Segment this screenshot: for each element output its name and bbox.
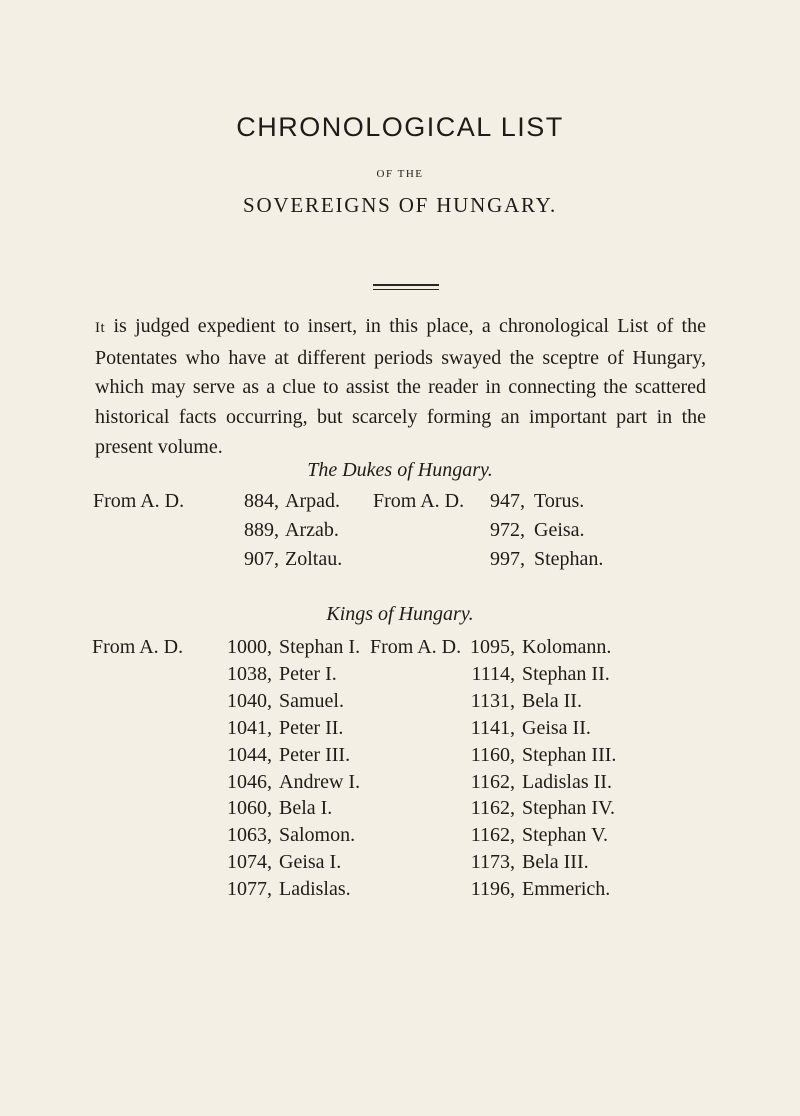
from-label-right: From A. D.: [370, 636, 462, 658]
sovereign-name-left: Peter III.: [279, 743, 351, 766]
title-connector: OF THE: [376, 168, 424, 180]
sovereign-name-right: Ladislas II.: [522, 770, 612, 793]
dukes-row: [0, 490, 800, 518]
kings-heading: Kings of Hungary.: [326, 603, 474, 625]
sovereign-name-right: Stephan IV.: [522, 797, 615, 820]
year-left: 1060,: [227, 797, 272, 820]
year-right: 1114,: [471, 662, 515, 685]
sovereign-name-left: Stephan I.: [279, 636, 361, 658]
year-left: 884,: [244, 490, 279, 512]
intro-text: is judged expedient to insert, in this place, a chronological List of the Potentates who have at different periods swayed the sceptre of Hungary, which may serve as a clue to assist the reader in connecting the scattered historical facts occurring, but scarcely forming an important part in the present volume.: [95, 315, 706, 458]
kings-row: [0, 878, 800, 906]
sovereign-name-left: Samuel.: [279, 689, 344, 712]
kings-row: [0, 744, 800, 772]
year-left: 1000,: [227, 636, 272, 658]
dukes-row: [0, 548, 800, 576]
sovereign-name-left: Arpad.: [285, 490, 340, 512]
from-label-right: From A. D.: [373, 490, 465, 512]
year-left: 907,: [244, 548, 279, 570]
kings-row: [0, 824, 800, 852]
sovereign-name-left: Peter II.: [279, 716, 344, 739]
year-right: 1095,: [470, 636, 515, 658]
year-right: 1141,: [470, 716, 515, 739]
decorative-rule: [373, 284, 439, 290]
kings-row: [0, 797, 800, 825]
sovereign-name-right: Bela II.: [522, 689, 582, 712]
sovereign-name-left: Ladislas.: [279, 878, 351, 901]
year-left: 1046,: [227, 770, 272, 793]
sovereign-name-left: Zoltau.: [285, 548, 343, 570]
year-left: 1041,: [227, 716, 272, 739]
sovereign-name-right: Stephan.: [534, 548, 604, 570]
from-label-left: From A. D.: [92, 636, 184, 658]
sovereign-name-right: Geisa.: [534, 519, 585, 541]
year-left: 1074,: [227, 851, 272, 874]
sovereign-name-right: Bela III.: [522, 851, 589, 874]
kings-row: [0, 771, 800, 799]
sovereign-name-right: Kolomann.: [522, 636, 612, 658]
year-right: 1162,: [470, 797, 515, 820]
year-left: 889,: [244, 519, 279, 541]
year-left: 1040,: [227, 689, 272, 712]
year-right: 1173,: [470, 851, 515, 874]
year-left: 1063,: [227, 824, 272, 847]
page-subtitle: SOVEREIGNS OF HUNGARY.: [242, 193, 557, 217]
year-right: 1162,: [470, 770, 515, 793]
year-right: 972,: [490, 519, 525, 541]
sovereign-name-left: Andrew I.: [279, 770, 361, 793]
year-right: 947,: [490, 490, 525, 512]
intro-lead-word: It: [95, 320, 106, 336]
sovereign-name-left: Peter I.: [279, 662, 337, 685]
year-left: 1038,: [227, 662, 272, 685]
sovereign-name-right: Stephan II.: [522, 662, 610, 685]
sovereign-name-right: Stephan III.: [522, 743, 617, 766]
sovereign-name-left: Geisa I.: [279, 851, 342, 874]
year-left: 1044,: [227, 743, 272, 766]
page-title: CHRONOLOGICAL LIST: [236, 112, 564, 142]
year-left: 1077,: [227, 878, 272, 901]
from-label-left: From A. D.: [93, 490, 185, 512]
sovereign-name-right: Emmerich.: [522, 878, 611, 901]
intro-paragraph: [95, 312, 706, 463]
kings-row: [0, 717, 800, 745]
year-right: 1196,: [470, 878, 515, 901]
year-right: 1162,: [470, 824, 515, 847]
dukes-heading: The Dukes of Hungary.: [307, 459, 493, 481]
kings-row: [0, 663, 800, 691]
sovereign-name-left: Salomon.: [279, 824, 356, 847]
year-right: 997,: [490, 548, 525, 570]
kings-row: [0, 690, 800, 718]
sovereign-name-left: Arzab.: [285, 519, 339, 541]
kings-row: [0, 636, 800, 664]
year-right: 1160,: [470, 743, 515, 766]
year-right: 1131,: [470, 689, 515, 712]
sovereign-name-left: Bela I.: [279, 797, 333, 820]
sovereign-name-right: Stephan V.: [522, 824, 608, 847]
sovereign-name-right: Geisa II.: [522, 716, 591, 739]
kings-row: [0, 851, 800, 879]
dukes-row: [0, 519, 800, 547]
sovereign-name-right: Torus.: [534, 490, 585, 512]
